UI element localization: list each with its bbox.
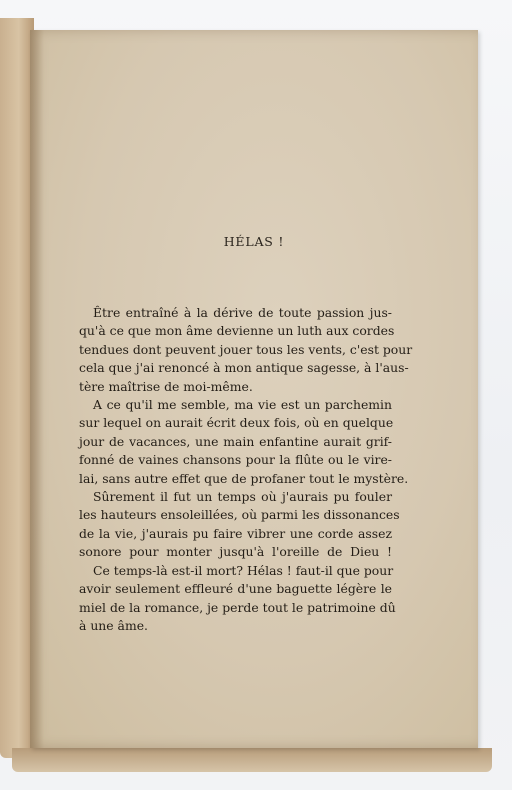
text-line: fonné de vaines chansons pour la flûte ou le vire-: [79, 452, 392, 468]
text-line: miel de la romance, je perde tout le patrimoine dû: [79, 599, 396, 615]
text-line: tendues dont peuvent jouer tous les vents, c'est pour: [79, 341, 413, 357]
text-line: Être entraîné à la dérive de toute passion jus-: [93, 305, 392, 320]
text-line: Sûrement il fut un temps où j'aurais pu fouler: [93, 489, 392, 505]
paragraph: [79, 396, 409, 488]
text-line: de la vie, j'aurais pu faire vibrer une corde assez: [79, 525, 392, 541]
text-line: sur lequel on aurait écrit deux fois, où en quelque: [79, 415, 394, 431]
text-line: Ce temps-là est-il mort? Hélas ! faut-il que pour: [93, 562, 394, 578]
page-title: HÉLAS !: [223, 234, 285, 249]
text-line: cela que j'ai renoncé à mon antique sagesse, à l'aus-: [79, 360, 409, 376]
book-cover-bottom: [12, 748, 492, 772]
book-cover-edge: [0, 18, 34, 758]
text-line: à une âme.: [79, 617, 148, 633]
text-line: jour de vacances, une main enfantine aurait grif-: [79, 433, 392, 449]
paragraph: [79, 562, 396, 636]
paragraph: [79, 304, 413, 396]
text-line: avoir seulement effleuré d'une baguette légère le: [79, 581, 392, 597]
page-text: [79, 304, 413, 635]
text-line: tère maîtrise de moi-même.: [79, 378, 253, 394]
page-gutter-shadow: [30, 30, 44, 748]
paragraph: [79, 488, 400, 562]
text-line: sonore pour monter jusqu'à l'oreille de Dieu !: [79, 544, 392, 560]
text-line: qu'à ce que mon âme devienne un luth aux cordes: [79, 323, 395, 339]
text-line: lai, sans autre effet que de profaner tout le mystère.: [79, 470, 409, 486]
text-line: A ce qu'il me semble, ma vie est un parchemin: [93, 397, 392, 413]
text-line: les hauteurs ensoleillées, où parmi les dissonances: [79, 507, 400, 523]
